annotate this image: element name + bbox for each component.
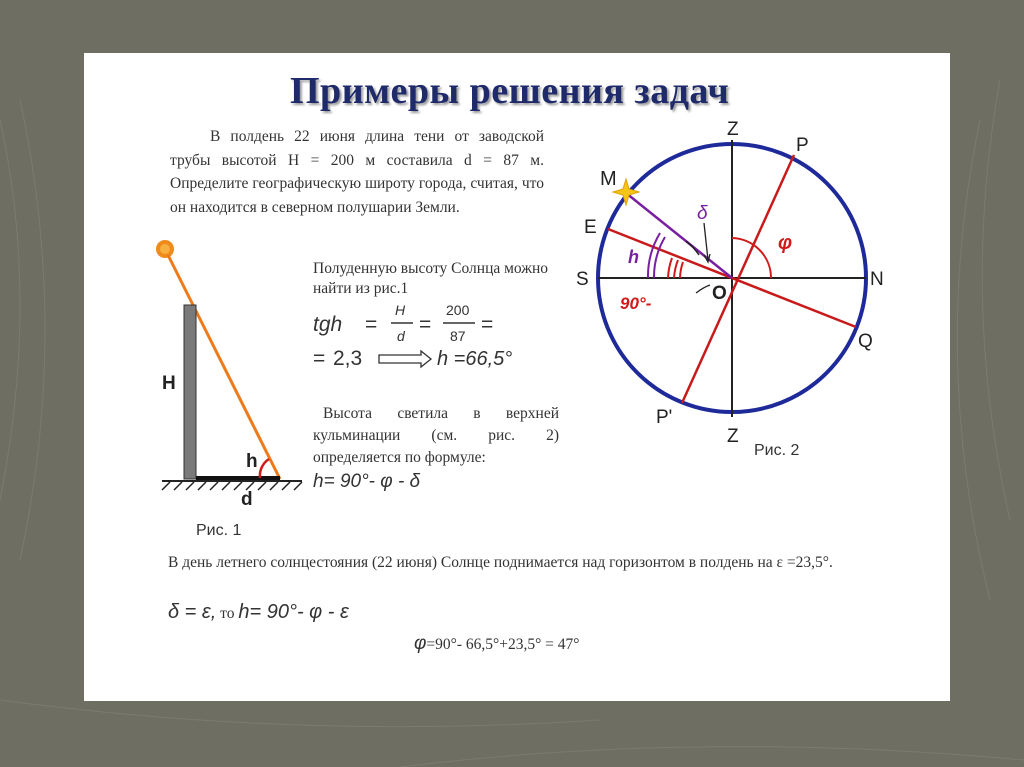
step2-text: Высота светила в верхней кульминации (см. рис. 2) определяется по формуле: xyxy=(313,405,559,466)
label-h: h xyxy=(246,451,258,472)
star-ray xyxy=(626,193,732,278)
angle-90-arc xyxy=(668,258,672,278)
result-expression: =90°- 66,5°+23,5° = 47° xyxy=(426,636,580,653)
step2-formula: h= 90°- φ - δ xyxy=(313,471,421,492)
problem-statement: В полдень 22 июня длина тени от заводской трубы высотой Н = 200 м составила d = 87 м. Определите географическую широту города, считая, что он находится в северном полушарии Земли. xyxy=(170,128,544,216)
final-result xyxy=(414,633,579,655)
arrow-icon xyxy=(379,351,431,367)
fig1-caption: Рис. 1 xyxy=(196,522,242,539)
svg-text:=: = xyxy=(313,347,326,370)
svg-text:=: = xyxy=(481,313,494,336)
condition-h: h= 90°- φ - ε xyxy=(238,601,349,623)
result-phi: φ xyxy=(414,633,427,654)
angle-h-arc xyxy=(260,459,269,478)
condition-formula xyxy=(168,601,349,624)
formula-tgh xyxy=(313,303,573,373)
solstice-text: В день летнего солнцестояния (22 июня) Солнце поднимается над горизонтом в полдень на ε =23,5°. xyxy=(168,554,833,571)
label-o: O xyxy=(712,283,727,304)
label-d: d xyxy=(241,489,253,510)
angle-delta-arc xyxy=(686,241,699,255)
label-p: P xyxy=(796,135,809,156)
label-z-bottom: Z xyxy=(727,426,739,447)
label-e: E xyxy=(584,217,597,238)
condition-then: то xyxy=(216,605,239,622)
tower xyxy=(184,305,196,479)
label-p-prime: P' xyxy=(656,407,673,428)
frac2-den: 87 xyxy=(450,328,466,344)
svg-text:=: = xyxy=(419,313,432,336)
page-title: Примеры решения задач xyxy=(290,70,730,112)
step1-text: Полуденную высоту Солнца можно найти из рис.1 xyxy=(313,260,549,297)
label-h: h xyxy=(628,247,639,267)
condition-delta: δ = ε, xyxy=(168,601,217,623)
angle-phi-arc xyxy=(732,238,771,278)
formula-result: 2,3 xyxy=(333,347,363,370)
label-q: Q xyxy=(858,331,873,352)
label-delta: δ xyxy=(697,203,708,224)
label-ninety: 90°- xyxy=(620,294,652,313)
label-n: N xyxy=(870,269,884,290)
formula-lhs: tgh xyxy=(313,313,343,336)
label-z-top: Z xyxy=(727,119,739,140)
label-m: M xyxy=(600,168,617,190)
label-s: S xyxy=(576,269,589,290)
frac1-den: d xyxy=(397,328,405,344)
fig2-caption: Рис. 2 xyxy=(754,442,800,459)
svg-text:=: = xyxy=(365,313,378,336)
frac1-num: H xyxy=(395,303,406,318)
frac2-num: 200 xyxy=(446,303,470,318)
slide xyxy=(84,53,950,701)
label-phi: φ xyxy=(778,232,793,254)
figure-2-celestial-sphere xyxy=(564,115,924,475)
label-H: H xyxy=(162,373,176,394)
formula-answer: h =66,5° xyxy=(437,348,513,370)
